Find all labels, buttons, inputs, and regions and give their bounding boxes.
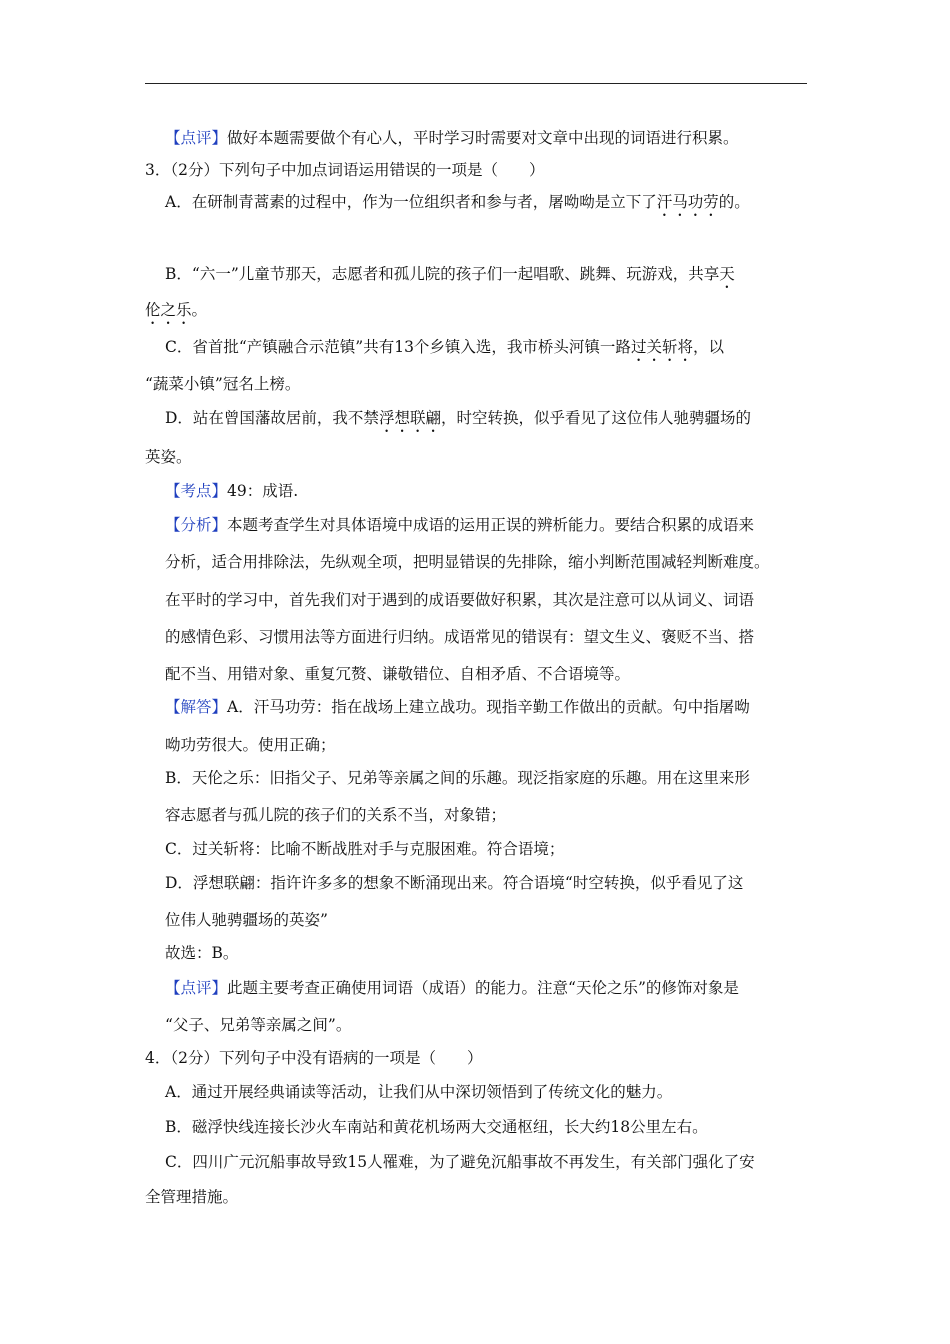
- fenxi: [165, 515, 754, 535]
- dotted-idiom: 天: [719, 265, 735, 283]
- review-text: 做好本题需要做个有心人，平时学习时需要对文章中出现的词语进行积累。: [227, 129, 739, 147]
- option-text: 。: [191, 301, 208, 319]
- dianping-text: 此题主要考查正确使用词语（成语）的能力。注意“天伦之乐”的修饰对象是: [227, 979, 739, 997]
- review-tag: 【点评】: [165, 129, 228, 147]
- kaodian: [165, 481, 298, 501]
- jieda-line: 呦功劳很大。使用正确；: [165, 736, 336, 754]
- fenxi-line: 的感情色彩、习惯用法等方面进行归纳。成语常见的错误有：望文生义、褒贬不当、搭: [165, 628, 755, 646]
- dotted-idiom: 伦之乐: [145, 301, 192, 319]
- jieda-line: 位伟人驰骋疆场的英姿”: [165, 911, 328, 929]
- option-text: ，时空转换，似乎看见了这位伟人驰骋疆场的: [440, 409, 751, 427]
- q2-review: [165, 128, 739, 148]
- q3-option-c: [165, 337, 724, 365]
- q3-option-d: [165, 408, 751, 436]
- q4-option-b: B．磁浮快线连接长沙火车南站和黄花机场两大交通枢纽，长大约18公里左右。: [165, 1118, 708, 1136]
- fenxi-tag: 【分析】: [165, 516, 228, 534]
- q3-option-a: [165, 192, 750, 220]
- dianping-tag: 【点评】: [165, 979, 228, 997]
- q3-stem: 3．（2分）下列句子中加点词语运用错误的一项是（ ）: [145, 161, 545, 179]
- q3-option-c-cont: “蔬菜小镇”冠名上榜。: [145, 375, 301, 393]
- q4-option-c: C．四川广元沉船事故导致15人罹难，为了避免沉船事故不再发生，有关部门强化了安: [165, 1153, 755, 1171]
- jieda-text: A．汗马功劳：指在战场上建立战功。现指辛勤工作做出的贡献。句中指屠呦: [227, 698, 750, 716]
- kaodian-text: 49：成语.: [227, 482, 299, 500]
- option-text: 的。: [718, 193, 750, 211]
- dotted-idiom: 过关斩将: [630, 338, 693, 356]
- dianping-line: “父子、兄弟等亲属之间”。: [165, 1016, 352, 1034]
- q4-option-a: A．通过开展经典诵读等活动，让我们从中深切领悟到了传统文化的魅力。: [165, 1083, 673, 1101]
- jieda: [165, 697, 750, 717]
- option-text: C．省首批“产镇融合示范镇”共有13个乡镇入选，我市桥头河镇一路: [165, 338, 631, 356]
- jieda-line: B．天伦之乐：旧指父子、兄弟等亲属之间的乐趣。现泛指家庭的乐趣。用在这里来形: [165, 769, 750, 787]
- kaodian-tag: 【考点】: [165, 482, 228, 500]
- option-text: ，以: [692, 338, 724, 356]
- option-text: A．在研制青蒿素的过程中，作为一位组织者和参与者，屠呦呦是立下了: [165, 193, 657, 211]
- q4-stem: 4．（2分）下列句子中没有语病的一项是（ ）: [145, 1049, 483, 1067]
- dotted-idiom: 浮想联翩: [378, 409, 441, 427]
- jieda-line: 故选：B。: [165, 944, 239, 962]
- fenxi-line: 在平时的学习中，首先我们对于遇到的成语要做好积累，其次是注意可以从词义、词语: [165, 591, 755, 609]
- jieda-tag: 【解答】: [165, 698, 228, 716]
- q3-option-d-cont: 英姿。: [145, 448, 192, 466]
- dianping: [165, 978, 739, 998]
- fenxi-line: 配不当、用错对象、重复冗赘、谦敬错位、自相矛盾、不合语境等。: [165, 665, 631, 683]
- q3-option-b: [165, 264, 735, 292]
- q3-option-b-cont: [145, 300, 207, 328]
- jieda-line: D．浮想联翩：指许许多多的想象不断涌现出来。符合语境“时空转换，似乎看见了这: [165, 874, 744, 892]
- fenxi-text: 本题考查学生对具体语境中成语的运用正误的辨析能力。要结合积累的成语来: [227, 516, 755, 534]
- fenxi-line: 分析，适合用排除法，先纵观全项，把明显错误的先排除，缩小判断范围减轻判断难度。: [165, 553, 770, 571]
- option-text: D．站在曾国藩故居前，我不禁: [165, 409, 379, 427]
- dotted-idiom: 汗马功劳: [656, 193, 719, 211]
- header-rule: [145, 83, 807, 84]
- option-text: B．“六一”儿童节那天，志愿者和孤儿院的孩子们一起唱歌、跳舞、玩游戏，共享: [165, 265, 720, 283]
- jieda-line: 容志愿者与孤儿院的孩子们的关系不当，对象错；: [165, 806, 507, 824]
- jieda-line: C．过关斩将：比喻不断战胜对手与克服困难。符合语境；: [165, 840, 565, 858]
- q4-option-c-cont: 全管理措施。: [145, 1188, 239, 1206]
